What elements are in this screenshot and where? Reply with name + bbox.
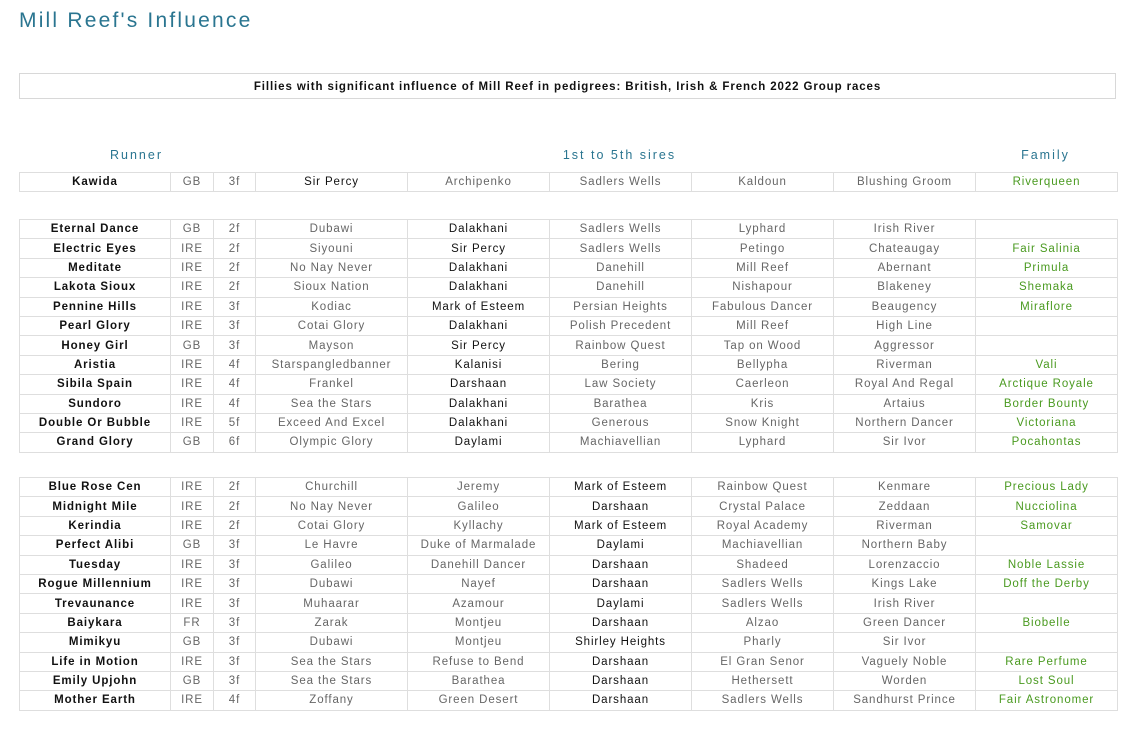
sire-5: Kings Lake (834, 574, 976, 593)
sire-3: Darshaan (550, 671, 692, 690)
sire-3: Darshaan (550, 691, 692, 710)
sire-1: Olympic Glory (256, 433, 408, 452)
runner-name: Baiykara (20, 613, 171, 632)
family-name: Victoriana (976, 413, 1118, 432)
sire-1: No Nay Never (256, 258, 408, 277)
sire-1: Galileo (256, 555, 408, 574)
sire-4: Bellypha (692, 355, 834, 374)
family-name: Arctique Royale (976, 375, 1118, 394)
runner-country: IRE (171, 258, 214, 277)
sire-1: Cotai Glory (256, 516, 408, 535)
runner-name: Emily Upjohn (20, 671, 171, 690)
sire-1: Churchill (256, 478, 408, 497)
table-row (20, 297, 1118, 316)
sire-4: Pharly (692, 633, 834, 652)
runner-name: Electric Eyes (20, 239, 171, 258)
table-row (20, 220, 1118, 239)
runner-name: Lakota Sioux (20, 278, 171, 297)
runner-country: GB (171, 336, 214, 355)
runner-country: GB (171, 433, 214, 452)
sire-2: Sir Percy (408, 239, 550, 258)
runner-age: 3f (214, 536, 256, 555)
sire-4: Mill Reef (692, 258, 834, 277)
runner-country: IRE (171, 239, 214, 258)
sire-5: Artaius (834, 394, 976, 413)
table-row (20, 258, 1118, 277)
sire-1: Siyouni (256, 239, 408, 258)
table-row (20, 355, 1118, 374)
sire-3: Sadlers Wells (550, 173, 692, 192)
sire-5: Northern Baby (834, 536, 976, 555)
sire-2: Jeremy (408, 478, 550, 497)
sire-3: Danehill (550, 278, 692, 297)
family-name: Lost Soul (976, 671, 1118, 690)
group-table-2 (19, 219, 1118, 453)
runner-country: IRE (171, 316, 214, 335)
sire-4: Mill Reef (692, 316, 834, 335)
runner-name: Pearl Glory (20, 316, 171, 335)
table-row (20, 594, 1118, 613)
table-row (20, 394, 1118, 413)
table-caption: Fillies with significant influence of Mill Reef in pedigrees: British, Irish & French 2022 Group races (19, 73, 1116, 99)
sire-1: Dubawi (256, 574, 408, 593)
runner-name: Perfect Alibi (20, 536, 171, 555)
sire-5: Aggressor (834, 336, 976, 355)
sire-1: Sea the Stars (256, 652, 408, 671)
family-name (976, 536, 1118, 555)
sire-2: Dalakhani (408, 316, 550, 335)
runner-country: IRE (171, 297, 214, 316)
table-row (20, 316, 1118, 335)
sire-5: Riverman (834, 516, 976, 535)
runner-country: GB (171, 633, 214, 652)
sire-5: Beaugency (834, 297, 976, 316)
sire-3: Darshaan (550, 652, 692, 671)
sire-5: Zeddaan (834, 497, 976, 516)
table-row (20, 691, 1118, 710)
sire-1: Frankel (256, 375, 408, 394)
sire-3: Darshaan (550, 555, 692, 574)
sire-1: Zoffany (256, 691, 408, 710)
runner-name: Honey Girl (20, 336, 171, 355)
sire-5: Irish River (834, 220, 976, 239)
sire-5: Sandhurst Prince (834, 691, 976, 710)
sire-3: Shirley Heights (550, 633, 692, 652)
runner-country: IRE (171, 278, 214, 297)
sire-4: Shadeed (692, 555, 834, 574)
sire-4: Tap on Wood (692, 336, 834, 355)
sire-3: Darshaan (550, 613, 692, 632)
runner-name: Meditate (20, 258, 171, 277)
table-row (20, 336, 1118, 355)
runner-age: 2f (214, 516, 256, 535)
runner-age: 3f (214, 316, 256, 335)
runner-age: 2f (214, 478, 256, 497)
sire-2: Kyllachy (408, 516, 550, 535)
group-table-3 (19, 477, 1118, 711)
runner-country: GB (171, 173, 214, 192)
sire-5: Chateaugay (834, 239, 976, 258)
runner-name: Sundoro (20, 394, 171, 413)
table-row (20, 413, 1118, 432)
family-name (976, 220, 1118, 239)
runner-age: 3f (214, 613, 256, 632)
family-name (976, 336, 1118, 355)
family-name (976, 594, 1118, 613)
sire-2: Duke of Marmalade (408, 536, 550, 555)
header-sires: 1st to 5th sires (562, 148, 677, 162)
table-row (20, 239, 1118, 258)
table-row (20, 536, 1118, 555)
table-row (20, 633, 1118, 652)
family-name: Riverqueen (976, 173, 1118, 192)
runner-country: GB (171, 536, 214, 555)
family-name: Noble Lassie (976, 555, 1118, 574)
sire-3: Generous (550, 413, 692, 432)
runner-name: Midnight Mile (20, 497, 171, 516)
family-name: Pocahontas (976, 433, 1118, 452)
runner-country: FR (171, 613, 214, 632)
sire-1: Sir Percy (256, 173, 408, 192)
sire-4: Lyphard (692, 433, 834, 452)
sire-2: Montjeu (408, 613, 550, 632)
sire-4: Nishapour (692, 278, 834, 297)
header-runner: Runner (110, 148, 163, 162)
runner-age: 4f (214, 691, 256, 710)
sire-5: Kenmare (834, 478, 976, 497)
runner-age: 3f (214, 652, 256, 671)
sire-5: Worden (834, 671, 976, 690)
family-name: Nucciolina (976, 497, 1118, 516)
runner-age: 5f (214, 413, 256, 432)
table-row (20, 613, 1118, 632)
sire-1: Muhaarar (256, 594, 408, 613)
sire-2: Archipenko (408, 173, 550, 192)
sire-2: Green Desert (408, 691, 550, 710)
sire-4: Kris (692, 394, 834, 413)
table-row (20, 433, 1118, 452)
family-name: Fair Astronomer (976, 691, 1118, 710)
family-name: Primula (976, 258, 1118, 277)
sire-3: Rainbow Quest (550, 336, 692, 355)
sire-5: Royal And Regal (834, 375, 976, 394)
sire-1: Mayson (256, 336, 408, 355)
sire-1: Sea the Stars (256, 671, 408, 690)
sire-4: Sadlers Wells (692, 691, 834, 710)
runner-age: 3f (214, 633, 256, 652)
sire-4: Machiavellian (692, 536, 834, 555)
family-name (976, 633, 1118, 652)
family-name: Fair Salinia (976, 239, 1118, 258)
runner-country: IRE (171, 355, 214, 374)
sire-1: Exceed And Excel (256, 413, 408, 432)
table-row (20, 278, 1118, 297)
runner-name: Life in Motion (20, 652, 171, 671)
sire-1: Dubawi (256, 633, 408, 652)
runner-age: 4f (214, 375, 256, 394)
sire-4: Sadlers Wells (692, 574, 834, 593)
sire-4: Kaldoun (692, 173, 834, 192)
runner-country: IRE (171, 375, 214, 394)
sire-2: Dalakhani (408, 394, 550, 413)
runner-age: 4f (214, 355, 256, 374)
sire-3: Barathea (550, 394, 692, 413)
sire-2: Daylami (408, 433, 550, 452)
table-row (20, 478, 1118, 497)
runner-age: 6f (214, 433, 256, 452)
table-row (20, 375, 1118, 394)
sire-3: Mark of Esteem (550, 478, 692, 497)
family-name: Doff the Derby (976, 574, 1118, 593)
sire-1: Sioux Nation (256, 278, 408, 297)
runner-country: IRE (171, 652, 214, 671)
sire-4: Hethersett (692, 671, 834, 690)
sire-1: Kodiac (256, 297, 408, 316)
runner-country: GB (171, 671, 214, 690)
runner-country: IRE (171, 516, 214, 535)
family-name: Precious Lady (976, 478, 1118, 497)
runner-age: 3f (214, 671, 256, 690)
family-name: Samovar (976, 516, 1118, 535)
table-row (20, 555, 1118, 574)
sire-1: Sea the Stars (256, 394, 408, 413)
sire-2: Montjeu (408, 633, 550, 652)
sire-2: Nayef (408, 574, 550, 593)
runner-age: 3f (214, 574, 256, 593)
sire-5: Lorenzaccio (834, 555, 976, 574)
sire-3: Machiavellian (550, 433, 692, 452)
runner-age: 3f (214, 336, 256, 355)
sire-3: Sadlers Wells (550, 220, 692, 239)
sire-4: Alzao (692, 613, 834, 632)
sire-5: Blushing Groom (834, 173, 976, 192)
runner-country: IRE (171, 691, 214, 710)
sire-5: Green Dancer (834, 613, 976, 632)
header-family: Family (1021, 148, 1070, 162)
sire-1: Zarak (256, 613, 408, 632)
sire-3: Mark of Esteem (550, 516, 692, 535)
runner-country: IRE (171, 594, 214, 613)
family-name: Shemaka (976, 278, 1118, 297)
table-row (20, 574, 1118, 593)
sire-4: Sadlers Wells (692, 594, 834, 613)
sire-3: Daylami (550, 536, 692, 555)
runner-age: 3f (214, 173, 256, 192)
sire-5: Sir Ivor (834, 633, 976, 652)
sire-2: Dalakhani (408, 220, 550, 239)
runner-name: Double Or Bubble (20, 413, 171, 432)
runner-name: Sibila Spain (20, 375, 171, 394)
sire-5: Blakeney (834, 278, 976, 297)
sire-5: Sir Ivor (834, 433, 976, 452)
sire-1: No Nay Never (256, 497, 408, 516)
sire-2: Refuse to Bend (408, 652, 550, 671)
runner-name: Mimikyu (20, 633, 171, 652)
runner-age: 4f (214, 394, 256, 413)
runner-name: Trevaunance (20, 594, 171, 613)
family-name: Vali (976, 355, 1118, 374)
runner-country: IRE (171, 413, 214, 432)
sire-3: Bering (550, 355, 692, 374)
sire-1: Cotai Glory (256, 316, 408, 335)
runner-age: 2f (214, 497, 256, 516)
sire-5: High Line (834, 316, 976, 335)
runner-country: IRE (171, 555, 214, 574)
sire-4: Snow Knight (692, 413, 834, 432)
sire-4: Rainbow Quest (692, 478, 834, 497)
runner-age: 3f (214, 297, 256, 316)
runner-country: IRE (171, 574, 214, 593)
sire-4: Fabulous Dancer (692, 297, 834, 316)
runner-name: Aristia (20, 355, 171, 374)
sire-4: El Gran Senor (692, 652, 834, 671)
runner-age: 2f (214, 220, 256, 239)
runner-name: Rogue Millennium (20, 574, 171, 593)
sire-2: Dalakhani (408, 278, 550, 297)
sire-2: Kalanisi (408, 355, 550, 374)
family-name (976, 316, 1118, 335)
sire-1: Dubawi (256, 220, 408, 239)
sire-4: Petingo (692, 239, 834, 258)
sire-2: Dalakhani (408, 413, 550, 432)
sire-3: Persian Heights (550, 297, 692, 316)
sire-3: Polish Precedent (550, 316, 692, 335)
table-row (20, 671, 1118, 690)
sire-3: Darshaan (550, 497, 692, 516)
sire-3: Sadlers Wells (550, 239, 692, 258)
runner-country: IRE (171, 478, 214, 497)
sire-5: Vaguely Noble (834, 652, 976, 671)
sire-3: Daylami (550, 594, 692, 613)
runner-name: Tuesday (20, 555, 171, 574)
sire-3: Law Society (550, 375, 692, 394)
runner-name: Blue Rose Cen (20, 478, 171, 497)
sire-4: Crystal Palace (692, 497, 834, 516)
sire-2: Sir Percy (408, 336, 550, 355)
family-name: Biobelle (976, 613, 1118, 632)
runner-age: 2f (214, 278, 256, 297)
runner-age: 2f (214, 258, 256, 277)
sire-1: Le Havre (256, 536, 408, 555)
runner-country: GB (171, 220, 214, 239)
sire-1: Starspangledbanner (256, 355, 408, 374)
runner-name: Mother Earth (20, 691, 171, 710)
runner-name: Eternal Dance (20, 220, 171, 239)
table-row (20, 652, 1118, 671)
sire-2: Darshaan (408, 375, 550, 394)
sire-3: Danehill (550, 258, 692, 277)
runner-country: IRE (171, 394, 214, 413)
sire-5: Riverman (834, 355, 976, 374)
runner-age: 3f (214, 555, 256, 574)
runner-name: Kerindia (20, 516, 171, 535)
family-name: Miraflore (976, 297, 1118, 316)
sire-5: Abernant (834, 258, 976, 277)
sire-2: Danehill Dancer (408, 555, 550, 574)
sire-2: Dalakhani (408, 258, 550, 277)
table-row (20, 173, 1118, 192)
sire-2: Azamour (408, 594, 550, 613)
sire-3: Darshaan (550, 574, 692, 593)
family-name: Border Bounty (976, 394, 1118, 413)
table-row (20, 497, 1118, 516)
family-name: Rare Perfume (976, 652, 1118, 671)
sire-2: Mark of Esteem (408, 297, 550, 316)
sire-5: Irish River (834, 594, 976, 613)
runner-name: Pennine Hills (20, 297, 171, 316)
runner-country: IRE (171, 497, 214, 516)
sire-4: Royal Academy (692, 516, 834, 535)
runner-name: Kawida (20, 173, 171, 192)
sire-2: Barathea (408, 671, 550, 690)
page-title: Mill Reef's Influence (19, 9, 253, 32)
runner-age: 3f (214, 594, 256, 613)
runner-name: Grand Glory (20, 433, 171, 452)
runner-age: 2f (214, 239, 256, 258)
sire-2: Galileo (408, 497, 550, 516)
sire-5: Northern Dancer (834, 413, 976, 432)
sire-4: Caerleon (692, 375, 834, 394)
sire-4: Lyphard (692, 220, 834, 239)
table-row (20, 516, 1118, 535)
group-table-1 (19, 172, 1118, 192)
